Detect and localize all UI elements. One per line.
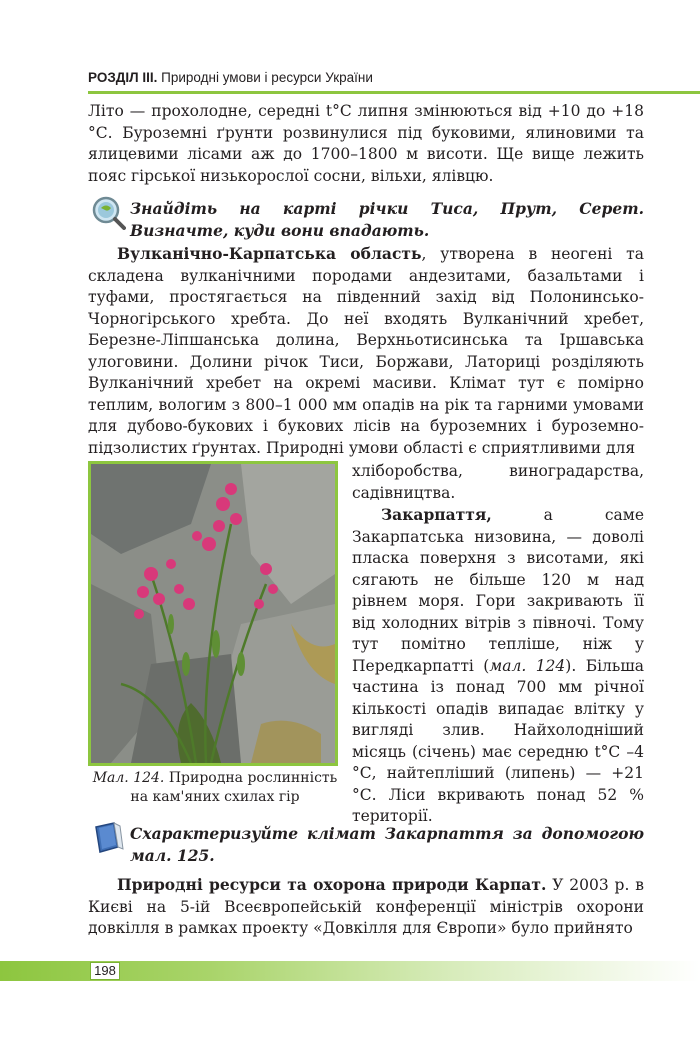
figure-reference: мал. 124 xyxy=(489,656,566,675)
resources-term: Природні ресурси та охорона природи Карпат. xyxy=(117,875,547,894)
paragraph-summer: Літо — прохолодне, середні t°С липня змінюються від +10 до +18 °С. Буроземні ґрунти розвинулися під буковими, ялиновими та ялицевими лісами аж до 1700–1800 м висоти. Ще вище лежить пояс гірської низькорослої сосни, вільхи, ялівцю. xyxy=(88,102,644,185)
figure-label: Мал. 124. xyxy=(92,770,165,786)
flower-photo-image xyxy=(91,464,335,763)
running-header xyxy=(88,70,700,85)
continuation-text: хліборобства, виноградарства, садівництва. xyxy=(352,462,644,502)
task-rivers xyxy=(88,198,644,241)
header-rule xyxy=(88,91,700,94)
section-title: Природні умови і ресурси України xyxy=(161,70,373,85)
flower-photo xyxy=(88,461,338,766)
zakarpattia-term: Закарпаття, xyxy=(381,505,492,524)
zakarpattia-text-1: а саме Закарпатська низовина, — доволі пласка поверхня з висотами, які сягають не більше 120 м над рівнем моря. Гори закривають її від холодних вітрів з півночі. Тому тут помітно тепліше, ніж у Передкарпатті ( xyxy=(352,506,644,675)
page-number: 198 xyxy=(90,962,120,980)
volcanic-text: , утворена в неогені та складена вулканічними породами андезитами, базальтами і туфами, простягається на південний захід від Полонинсько-Чорногірського хребта. До неї входять Вулканічний хребет, Березне-Ліпшанська долина, Верхньотисинська та Іршавська улоговини. Долини річок Тиси, Боржави, Латориці розділяють Вулканічний хребет на окремі масиви. Клімат тут є помірно теплим, вологим з 800–1 000 мм опадів на рік та гарними умовами для дубово-букових і букових лісів на буроземних і буроземно-підзолистих ґрунтах. Природні умови області є сприятливими для xyxy=(88,245,644,457)
zakarpattia-text-2: ). Більша частина із понад 700 мм річної кількості опадів випадає влітку у вигляді злив. Найхолодніший місяць (січень) має середню t°С –4 °С, найтепліший (липень) — +21 °С. Ліси вкривають понад 52 % території. xyxy=(352,656,644,825)
figure-caption xyxy=(86,769,344,807)
section-label: РОЗДІЛ ІІІ. xyxy=(88,70,158,85)
paragraph-resources xyxy=(88,874,644,940)
notebook-icon xyxy=(92,821,126,855)
magnifier-globe-icon xyxy=(92,196,126,230)
paragraph-volcanic xyxy=(88,243,644,459)
resources-text: У 2003 р. в Києві на 5-ій Всеєвропейській конференції міністрів охорони довкілля в рамках проекту «Довкілля для Європи» було прийнято xyxy=(88,876,644,937)
right-column xyxy=(352,461,644,828)
task-climate xyxy=(88,823,644,866)
task-climate-text: Схарактеризуйте клімат Закарпаття за допомогою мал. 125. xyxy=(130,824,644,865)
volcanic-term: Вулканічно-Карпатська область xyxy=(117,244,422,263)
task-rivers-text: Знайдіть на карті річки Тиса, Прут, Серет. Визначте, куди вони впадають. xyxy=(130,199,644,240)
figure-caption-text: Природна рослинність на кам'яних схилах гір xyxy=(130,770,338,805)
